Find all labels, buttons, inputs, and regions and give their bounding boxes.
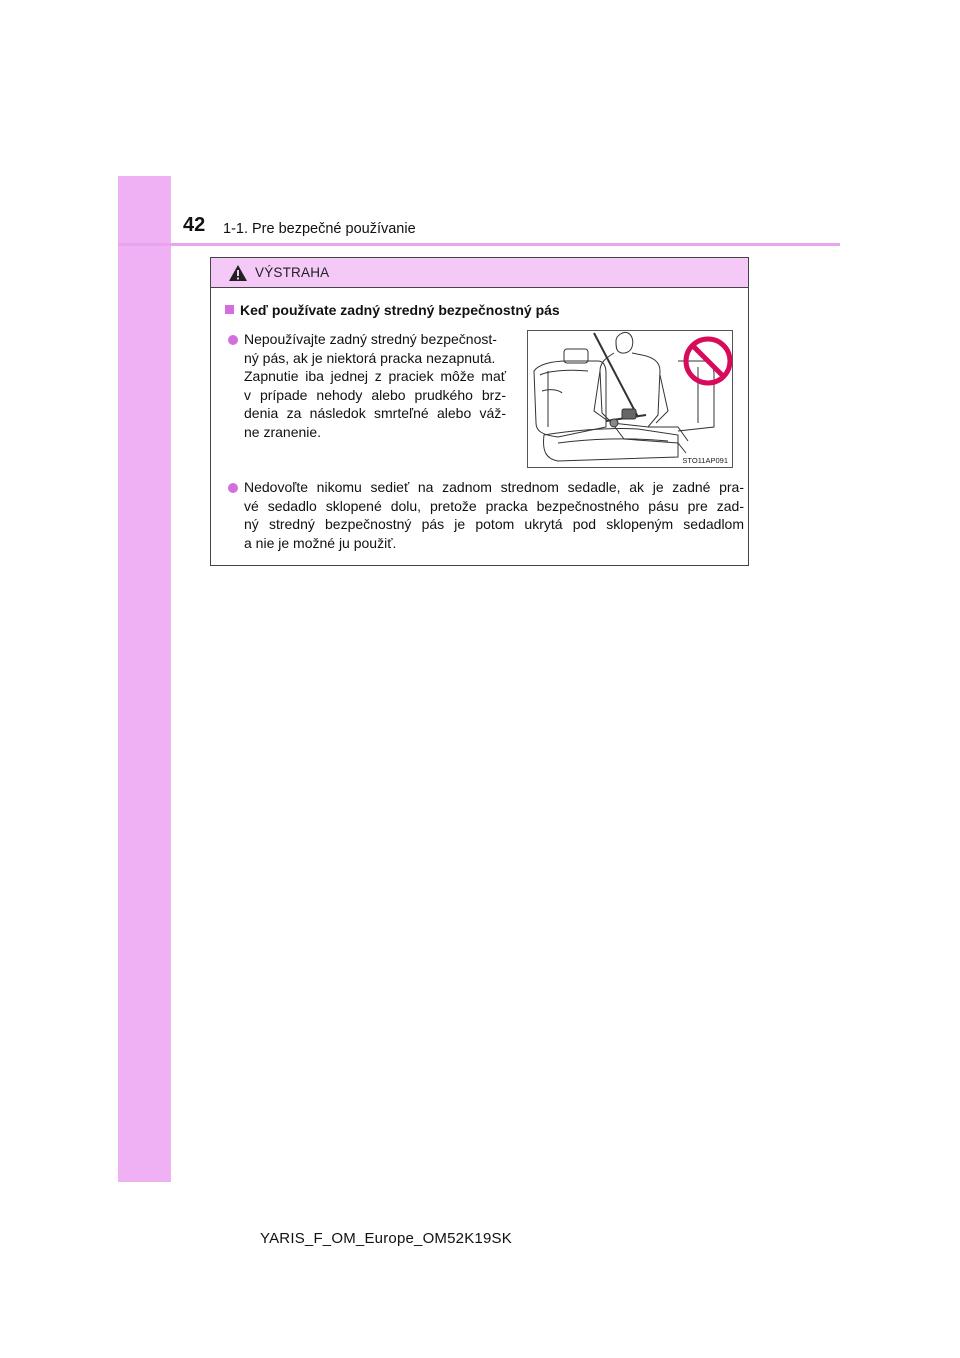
warning-header	[211, 258, 748, 288]
bullet-2-line: vé sedadlo sklopené dolu, pretože pracka bezpečnostného pásu pre zad-	[244, 497, 744, 514]
note-line: denia za následok smrteľné alebo váž-	[244, 405, 506, 421]
rear-seat-drawing	[528, 331, 732, 467]
warning-triangle-icon	[228, 264, 248, 282]
side-tab-strip	[118, 176, 171, 1182]
bullet-2-line: a nie je možné ju použiť.	[244, 534, 397, 551]
bullet-1-line: ný pás, ak je niektorá pracka nezapnutá.	[244, 349, 496, 366]
warning-box	[210, 257, 749, 566]
warning-subheading: Keď používate zadný stredný bezpečnostný pás	[225, 302, 560, 318]
note-line: Zapnutie iba jednej z praciek môže mať	[244, 368, 506, 384]
bullet-dot-icon	[228, 335, 238, 345]
section-title: 1-1. Pre bezpečné používanie	[223, 221, 416, 237]
footer-doc-id: YARIS_F_OM_Europe_OM52K19SK	[260, 1230, 512, 1247]
bullet-2-line: Nedovoľte nikomu sedieť na zadnom strednom sedadle, ak je zadné pra-	[244, 479, 744, 495]
header-rule	[118, 243, 840, 246]
warning-label: VÝSTRAHA	[255, 265, 330, 280]
note-line: v prípade nehody alebo prudkého brz-	[244, 386, 506, 403]
warning-note	[244, 367, 506, 441]
page-number: 42	[183, 214, 206, 236]
bullet-dot-icon	[228, 483, 238, 493]
figure-code: STO11AP091	[682, 456, 728, 465]
bullet-2-text	[244, 478, 744, 552]
note-line: ne zranenie.	[244, 423, 322, 440]
square-bullet-icon	[225, 305, 234, 314]
bullet-1-text	[244, 330, 506, 367]
bullet-2-line: ný stredný bezpečnostný pás je potom ukrytá pod sklopeným sedadlom	[244, 516, 744, 532]
seat-belt-illustration	[527, 330, 733, 468]
bullet-1-line: Nepoužívajte zadný stredný bezpečnost-	[244, 331, 497, 347]
